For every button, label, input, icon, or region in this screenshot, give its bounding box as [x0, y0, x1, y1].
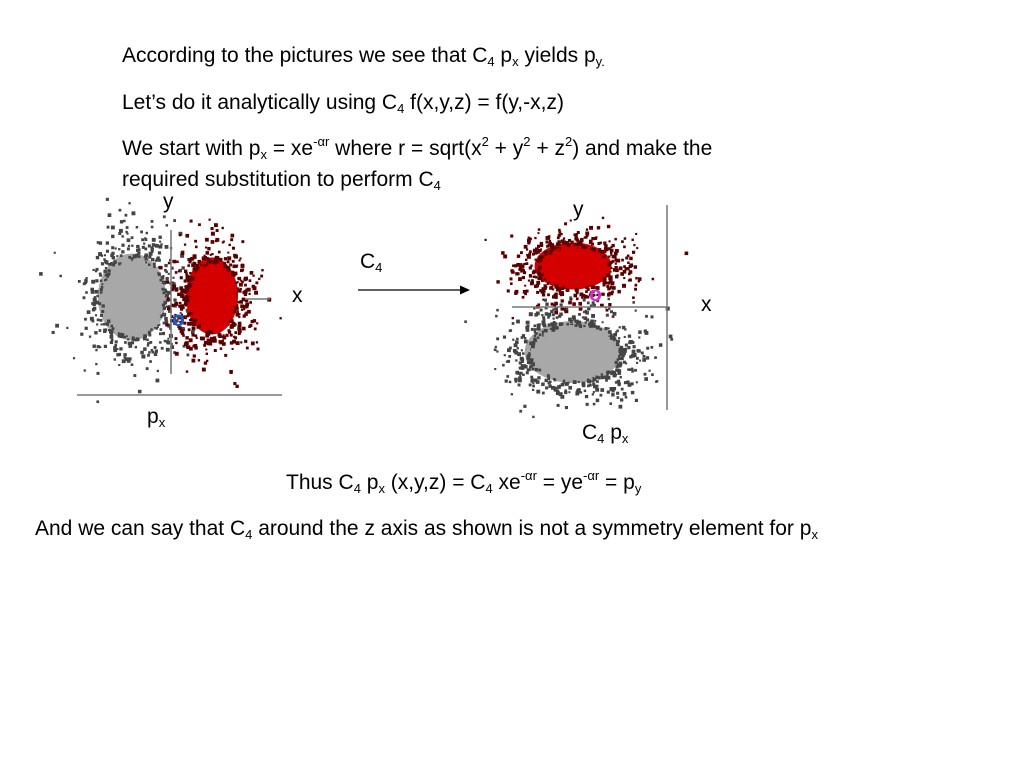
statement-line-1: According to the pictures we see that $C_4$ $p_x$ yields $p_{y.}$: [122, 44, 605, 69]
statement-line-3: We start with $p_x = xe^{-\alpha r}$ where $r = sqrt(x^2 + y^2 + z^2)$ and make the: [122, 134, 713, 162]
left-y-label: y: [163, 190, 174, 213]
right-y-label: y: [573, 198, 584, 221]
left-red-lobe: [159, 219, 282, 388]
c4-arrow-head: [460, 286, 470, 295]
arrow-label: $C_4$: [360, 250, 383, 275]
statement-line-2: Let’s do it analytically using $C_4$ f(x,y,z) = f(y,-x,z): [122, 91, 564, 116]
left-x-label: x: [292, 284, 303, 307]
statement-line-5: Thus $C_4$ $p_x$ $(x,y,z) = C_4$ $xe^{-\alpha r} = ye^{-\alpha r} = p_y$: [286, 468, 642, 496]
statement-line-4: required substitution to perform $C_4$: [122, 168, 441, 193]
left-caption: $p_x$: [147, 405, 166, 430]
right-x-label: x: [701, 293, 712, 316]
right-origin-marker: o: [589, 283, 602, 306]
right-caption: $C_4$ $p_x$: [582, 421, 629, 446]
left-origin-marker: o: [172, 308, 185, 331]
statement-line-6: And we can say that $C_4$ around the z axis as shown is not a symmetry element for $p_x$: [35, 517, 818, 542]
orbital-lobes: [39, 198, 688, 418]
